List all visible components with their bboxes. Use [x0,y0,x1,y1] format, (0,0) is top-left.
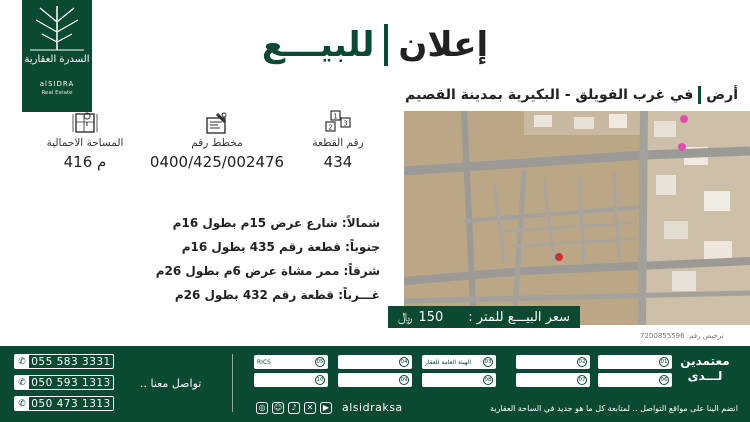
stat-plan-label: مخطط رقم [191,137,243,149]
satellite-map[interactable] [404,111,750,325]
riyal-symbol-icon: ﷼ [398,309,413,325]
social-handle[interactable]: alsidraksa [342,401,403,414]
boundaries-list [155,211,380,307]
subtitle-prefix: أرض [706,87,738,103]
logo-name-english: alSIDRA [39,80,75,88]
cert-02: 02 [516,355,590,369]
snapchat-icon[interactable]: ☺ [273,403,283,412]
satellite-map-image [404,111,750,325]
stat-plot-label: رقم القطعة [312,137,364,149]
company-logo [22,0,92,112]
cert-10: 10 [254,373,328,387]
cert-08: 08 [422,373,496,387]
svg-text:1: 1 [333,112,338,121]
accreditation-badges [252,355,672,389]
stat-plan-value: 0400/425/002476 [149,153,285,171]
subtitle-divider [698,86,701,104]
boundary-north: شمالاً: شارع عرض 15م بطول 16م [172,216,380,230]
stat-area-value: 416 م [63,153,107,171]
stat-plot-value: 434 [323,153,353,171]
footer [0,346,750,422]
license-number: ترخيص رقم: 7200855596 [640,332,724,340]
phone-3[interactable] [14,396,114,411]
blueprint-icon [204,110,230,136]
phone-1[interactable] [14,354,114,369]
footer-divider [232,354,233,412]
social-cta: انضم الينا على مواقع التواصل .. لمتابعة كل ما هو جديد في الساحة العقارية [489,404,738,413]
whatsapp-icon: ✆ [15,376,29,389]
accredited-label: معتمدين لـــدى [680,354,730,383]
stat-plot-number [298,110,378,171]
cert-03: 03 الهيئة العامة للعقار [422,355,496,369]
logo-name-arabic: السدرة العقارية [24,54,90,65]
stat-plan-number [142,110,292,171]
contact-label: تواصل معنا .. [140,377,202,390]
boundary-east: شرقاً: ممر مشاة عرض 6م بطول 26م [155,264,380,278]
cert-06: 06 [598,373,672,387]
price-value: 150 [418,309,444,325]
svg-text:2: 2 [328,123,333,132]
tiktok-icon[interactable]: ♪ [288,402,300,414]
logo-name-english-sub: Real Estate [41,90,73,96]
phone-number: 055 583 3331 [31,355,111,368]
location-subtitle [405,84,738,106]
phone-number: 050 473 1313 [31,397,111,410]
stat-total-area [30,110,140,171]
svg-text:3: 3 [343,119,348,128]
title-part-for-sale: للبيـــع [261,25,375,65]
title-divider [384,24,388,66]
cert-05: 05 RICS [254,355,328,369]
cert-04: 04 [338,355,412,369]
area-map-icon [72,110,98,136]
phone-number: 050 593 1313 [31,376,111,389]
title-part-announcement: إعلان [398,25,489,65]
boundary-west: غـــرباً: قطعة رقم 432 بطول 26م [174,288,380,302]
cert-09: 09 [338,373,412,387]
subtitle-location: في غرب الفويلق - البكيرية بمدينة القصيم [405,87,694,103]
phone-list [14,354,114,417]
sidra-tree-logo-icon [22,0,92,56]
price-value-group [398,310,443,325]
stat-area-label: المساحة الاجمالية [46,137,124,149]
youtube-icon[interactable]: ▶ [320,402,332,414]
x-icon[interactable]: ✕ [304,402,316,414]
cert-07: 07 [516,373,590,387]
page-title [210,14,540,76]
social-links [256,401,403,414]
price-per-meter [388,306,580,328]
phone-2[interactable] [14,375,114,390]
plot-location-marker [555,253,563,261]
boundary-south: جنوباً: قطعة رقم 435 بطول 16م [181,240,380,254]
price-label: سعر البيـــع للمتر : [468,309,570,325]
land-stats [30,110,380,196]
plot-numbers-icon [323,110,353,136]
whatsapp-icon: ✆ [15,397,29,410]
whatsapp-icon: ✆ [15,355,29,368]
cert-01: 01 [598,355,672,369]
instagram-icon[interactable]: ◎ [256,402,268,414]
